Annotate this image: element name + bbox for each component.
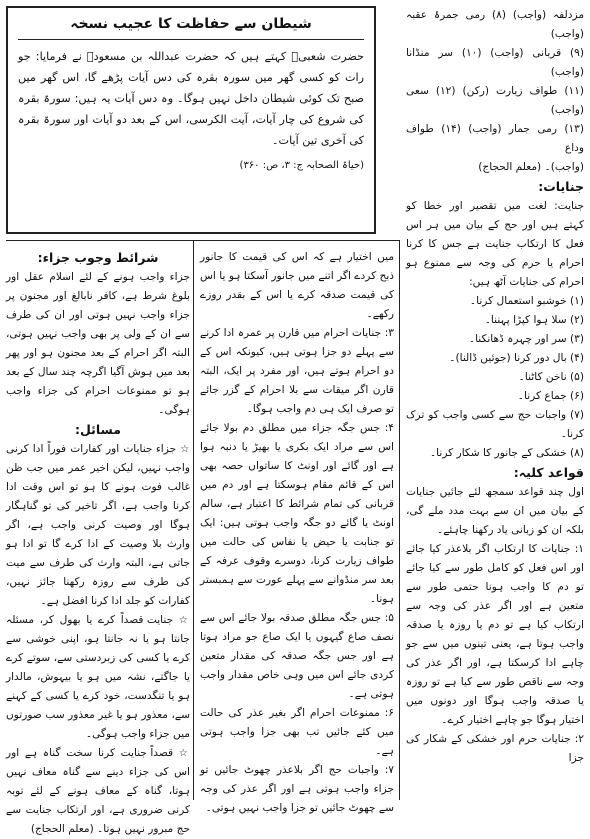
jinayat-intro: جنایت: لغت میں تقصیر اور خطا کو کہتے ہیں اور حج کے بیان میں ہر اس فعل کا ارتکاب جنایت ہے جس کا کرنا احرام یا حرم کی وجہ سے ممنوع ہو احرام کی جنایات آٹھ ہیں: — [406, 200, 584, 288]
masail-heading: مسائل: — [74, 422, 121, 437]
masail-item-3 — [6, 744, 190, 839]
qawaid-intro: اول چند قواعد سمجھ لئے جائیں جنایات کے بیان میں ان سے بہت مدد ملے گی، بلکہ ان کو زبانی یاد رکھنا چاہئے۔ — [406, 486, 584, 536]
boxed-article — [6, 6, 376, 234]
rites-list-line: مزدلفہ (واجب) (۸) رمی جمرۂ عقبہ (واجب) — [406, 9, 584, 40]
box-title: شیطان سے حفاظت کا عجیب نسخہ — [18, 14, 364, 40]
left-column — [6, 248, 190, 839]
qawaid-heading: قواعد کلیہ: — [513, 465, 584, 480]
jinayat-item: (۴) بال دور کرنا (جوئیں ڈالنا)۔ — [449, 352, 584, 364]
star-icon: ☆ — [178, 748, 191, 759]
star-icon: ☆ — [180, 444, 190, 455]
middle-column — [200, 248, 394, 818]
jinayat-item: (۲) سلا ہوا کپڑا پہننا۔ — [484, 314, 584, 326]
box-reference: (حیاۃ الصحابہ ج: ۳، ص: ۳۶۰) — [239, 160, 364, 171]
shurut-body: جزاء واجب ہونے کے لئے اسلام عقل اور بلوغ شرط ہے، کافر نابالغ اور مجنون پر جزاء واجب نہیں ہوتی اور ان کی طرف سے ان کے ولی پر بھی واجب نہیں ہوتی، البتہ اگر احرام کے بعد مجنون ہو اور پھر بعد میں ہوش آگیا اگرچہ چند سال کے بعد ہو تو ممنوعات احرام کی جزاء واجب ہوگی۔ — [6, 271, 190, 416]
rites-list-line: (۱۱) طواف زیارت (رکن) (۱۲) سعی (واجب) — [406, 85, 584, 116]
right-column — [406, 6, 584, 768]
box-body: حضرت شعبیؒ کہتے ہیں کہ حضرت عبداللہ بن مسعودؓ نے فرمایا: جو رات کو کسی گھر میں سورہ بقرہ کی دس آیات پڑھے گا، اس گھر میں صبح تک کوئی شیطان داخل نہیں ہوگا۔ وہ دس آیات یہ ہیں: سورۃ بقرہ کی شروع کی چار آیات، آیت الکرسی، اس کے بعد دو آیات اور سورۃ بقرہ کی آخری تین آیات۔ — [18, 50, 364, 147]
rule-2-continued: میں اختیار ہے کہ اس کی قیمت کا جانور ذبح کردے اگر اتنے میں جانور آسکتا ہو یا اس کی قیمت صدقہ کرے یا اس کے بقدر روزے رکھے۔ — [200, 251, 394, 320]
rule-1: ۱: جنایات کا ارتکاب اگر بلاعذر کیا جائے اور اس فعل کو کامل طور سے کیا جائے تو دم کا واجب ہونا حتمی طور سے متعین ہے اور اگر عذر کی وجہ سے ارتکاب کیا ہے تو دم یا روزہ یا صدقہ واجب ہوتا ہے، یعنی تینوں میں سے جو چاہے ادا کرسکتا ہے، اور اگر عذر کی وجہ سے ناقص طور سے کیا ہے تو روزہ یا صدقہ واجب ہوگا اور دونوں میں اختیار ہوگا جو چاہے اختیار کرے۔ — [406, 543, 584, 726]
masail-text: جنایت قصداً کرے یا بھول کر، مسئلہ جانتا ہو یا نہ جانتا ہو، اپنی خوشی سے کرے یا کسی کی زبردستی سے، سوتے کرے یا جاگتے، نشہ میں ہو یا بیہوش، مالدار ہو یا تنگدست، خود کرے یا کسی کے کہنے سے، معذور ہو یا غیر معذور سب صورتوں میں جزاء واجب ہوگی۔ — [6, 614, 190, 740]
masail-item-1 — [6, 440, 190, 611]
star-icon: ☆ — [178, 615, 190, 626]
jinayat-item: (۵) ناخن کاٹنا۔ — [518, 371, 584, 383]
rites-list-line: (۱۳) رمی جمار (واجب) (۱۴) طواف وداع — [406, 123, 584, 154]
masail-item-2 — [6, 611, 190, 744]
rule-7: ۷: واجبات حج اگر بلاعذر چھوٹ جائیں تو جزاء واجب ہوتی ہے اور اگر عذر کی وجہ سے چھوٹ جائیں تو جزا واجب نہیں ہوتی۔ — [200, 764, 394, 814]
jinayat-item: (۸) خشکی کے جانور کا شکار کرنا۔ — [429, 447, 584, 459]
rule-3: ۳: جنایات احرام میں قارن پر عمرہ ادا کرنے سے پہلے دو جزا ہوتی ہیں، کیونکہ اس کے دو احرام ہوتے ہیں، اور مفرد پر ایک، البتہ قارن اگر میقات سے بلا احرام کے گزر جائے تو صرف ایک ہی دم واجب ہوگا۔ — [200, 327, 394, 415]
rule-5: ۵: جس جگہ مطلق صدقہ بولا جائے اس سے نصف صاع گیہوں یا ایک صاع جو مراد ہوتا ہے اور جس جگہ صدقہ کی مقدار متعین کردی جائے اس میں وہی خاص مقدار واجب ہوتی ہے۔ — [200, 612, 394, 700]
rule-2: ۲: جنایات حرم اور خشکی کے شکار کی جزا — [406, 733, 584, 764]
jinayat-heading: جنایات: — [538, 179, 584, 194]
jinayat-item: (۳) سر اور چہرہ ڈھانکنا۔ — [468, 333, 584, 345]
column-rule-left — [193, 240, 194, 800]
rites-list-line: (۹) قربانی (واجب) (۱۰) سر منڈانا (واجب) — [406, 47, 584, 78]
shurut-heading: شرائط وجوب جزاء: — [37, 250, 159, 265]
section-divider — [6, 240, 400, 241]
rule-4: ۴: جس جگہ جزاء میں مطلق دم بولا جائے اس سے مراد ایک بکری یا بھیڑ یا دنبہ ہوا ہے اور گائے اور اونٹ کا ساتواں حصہ بھی اس کے قائم مقام ہوسکتا ہے اور دم میں قربانی کی تمام شرائط کا اعتبار ہے، سالم اونٹ یا گائے دو جگہ واجب ہوتی ہیں: ایک تو جنابت یا حیض یا نفاس کی حالت میں طواف زیارت کرنا، دوسرے وقوف عرفہ کے بعد سر منڈوانے سے پہلے عورت سے ہمبستر ہونا۔ — [200, 422, 394, 605]
masail-text: قصداً جنایت کرنا سخت گناہ ہے اور اس کی جزاء دینے سے گناہ معاف نہیں ہوتا، گناہ کے معاف ہونے کے لئے توبہ کرنی ضروری ہے، اور ارتکاب جنایت سے حج مبرور نہیں ہوتا۔ (معلم الحجاج) — [6, 747, 190, 835]
jinayat-item: (۶) جماع کرنا۔ — [517, 390, 584, 402]
rule-6: ۶: ممنوعات احرام اگر بغیر عذر کی حالت میں کئے جائیں تب بھی جزا واجب ہوتی ہے۔ — [200, 707, 394, 757]
column-rule-right — [399, 240, 400, 800]
jinayat-item: (۱) خوشبو استعمال کرنا۔ — [469, 295, 584, 307]
rites-list-line: (واجب)۔ (معلم الحجاج) — [478, 161, 584, 173]
masail-text: جزاء جنایات اور کفارات فوراً ادا کرنی واجب نہیں، لیکن اخیر عمر میں جب ظن غالب فوت ہونے کا ہو تو اس وقت ادا کرنا واجب ہے، اگر تاخیر کی تو گناہگار ہوگا اور وصیت کرنی واجب ہے، اگر وارث بلا وصیت کے ادا کرے گا تو ادا ہو جاتی ہے، البتہ وارث کی طرف سے میت کی طرف سے روزہ رکھنا جائز نہیں، کفارات کو جلد ادا کرنا افضل ہے۔ — [6, 443, 190, 607]
jinayat-item: (۷) واجبات حج سے کسی واجب کو ترک کرنا۔ — [406, 409, 584, 440]
